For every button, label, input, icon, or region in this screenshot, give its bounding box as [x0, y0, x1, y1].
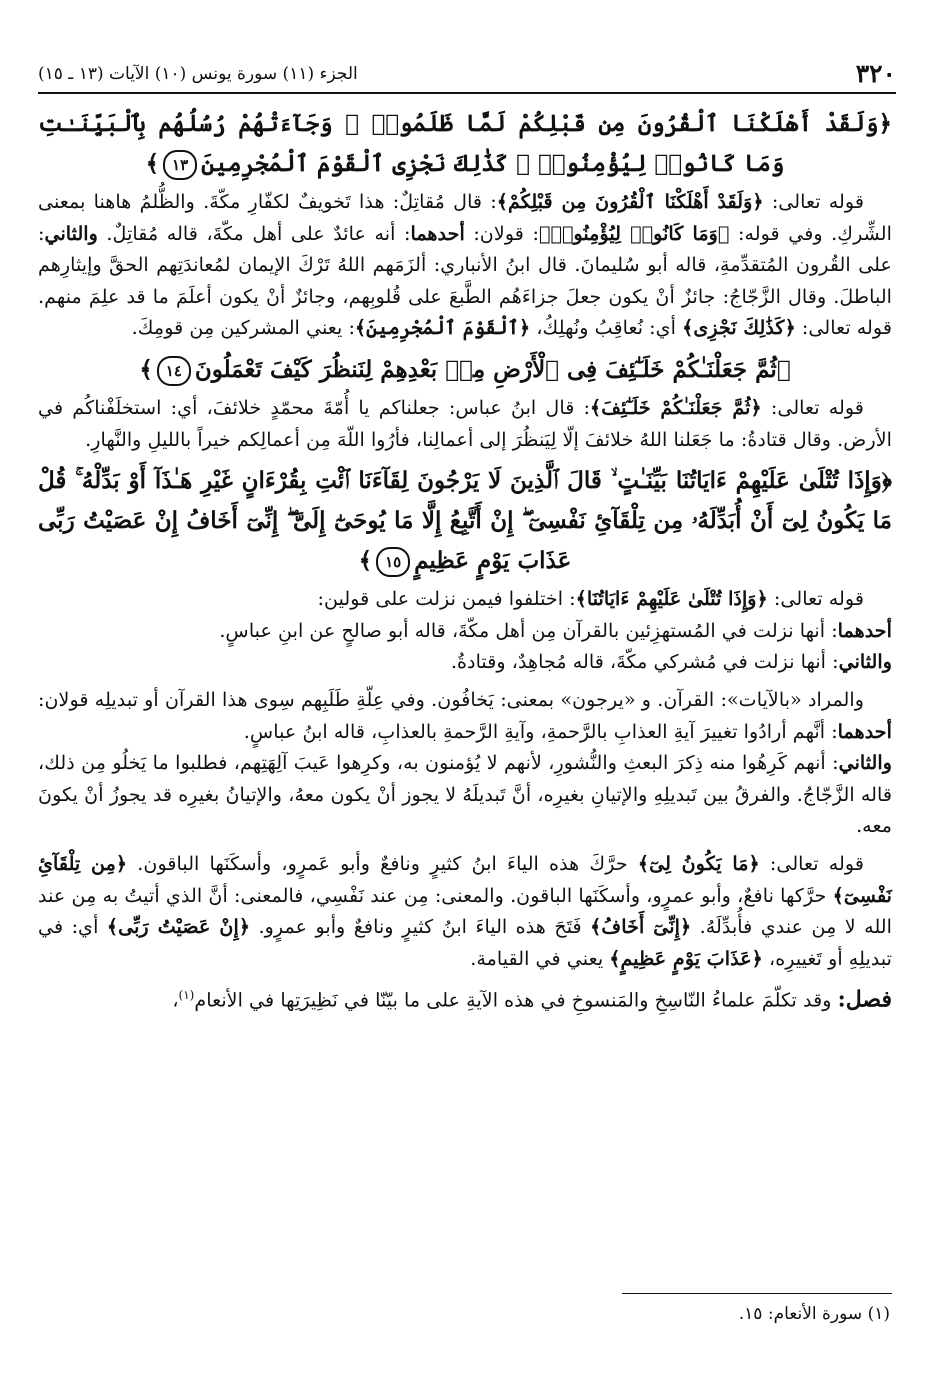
page-number: ٣٢٠ [855, 59, 896, 88]
commentary-text: : يعني المشركين مِن قومِكَ. [131, 316, 355, 340]
commentary-text: : أنه عائدٌ على أهل مكّةَ، قاله مُقاتِلٌ. [97, 221, 411, 245]
verse-13 [38, 104, 892, 184]
fasl-text: وقد تكلّمَ علماءُ النّاسِخِ والمَنسوخِ في هذه الآيةِ على ما بيّنّا في نَظِيرَتِها في الأنعام [194, 988, 838, 1012]
running-head: الجزء (١١) سورة يونس (١٠) الآيات (١٣ ـ ١٥) [38, 64, 358, 84]
commentary-text: : اختلفوا فيمن نزلت على قولين: [317, 587, 576, 611]
verse-15 [38, 461, 892, 581]
commentary-text: قوله تعالى: [759, 851, 864, 875]
verse-13-text: ﴿وَلَقَدْ أَهْلَكْنَا ٱلْقُرُونَ مِن قَبْلِكُمْ لَمَّا ظَلَمُوا۟ ۙ وَجَآءَتْهُمْ رُسُلُهُم بِٱلْبَيِّنَـٰتِ وَمَا كَانُوا۟ لِيُؤْمِنُوا۟ ۚ كَذَٰلِكَ نَجْزِى ٱلْقَوْمَ ٱلْمُجْرِمِينَ [38, 110, 892, 177]
quran-quote: ﴿عَذَابَ يَوْمٍ عَظِيمٍ﴾ [609, 946, 763, 970]
commentary-text: أي: في تبديلِهِ أو تَغييرِه، [38, 915, 892, 970]
commentary-15-meaning-2 [38, 747, 892, 842]
footnote-rule [622, 1293, 892, 1294]
quran-quote: ﴿مِن تِلْقَآئِ نَفْسِىٓ﴾ [38, 851, 892, 907]
verse-14-close: ﴾ [139, 355, 153, 383]
verse-number-13: ١٣ [163, 150, 197, 180]
opinion-label: والثاني [838, 650, 892, 674]
quran-quote: ﴿ثُمَّ جَعَلْنَـٰكُمْ خَلَـٰٓئِفَ﴾ [589, 395, 762, 419]
commentary-text: يعني في القيامة. [470, 946, 610, 970]
commentary-13 [38, 186, 892, 344]
quran-quote: ﴿مَا يَكُونُ لِىٓ﴾ [637, 851, 760, 875]
quran-quote: ﴿كَذَٰلِكَ نَجْزِى﴾ [682, 316, 796, 340]
footnote-marker: (١) [867, 1304, 890, 1324]
commentary-text: : على القُرون المُتقدِّمةِ، قاله أبو سُليمانَ. قال ابنُ الأنباري: ألزَمَهم اللهُ تَرْكَ الإيمان لمُعاندَتِهم الحقَّ وإيثارِهم الباطلَ. وقال الزَّجّاجُ: جائزٌ أنْ يكون جعلَ جزاءَهُم الطَّبعَ على قُلوبِهم، وجائزٌ أنْ يكون أعلَمَ ما قد علِمَ منهم. قوله تعالى: [38, 221, 892, 340]
commentary-15-meaning [38, 684, 892, 747]
quran-quote: ﴿وَإِذَا تُتْلَىٰ عَلَيْهِمْ ءَايَاتُنَا﴾ [575, 587, 768, 611]
commentary-text: : قال مُقاتِلٌ: هذا تَخويفٌ لكفّارِ مكّةَ. والظُّلمُ هاهنا بمعنى الشِّركِ. وفي قوله: [38, 190, 892, 245]
commentary-text: : أنها نزلت في مُشركي مكّةَ، قاله مُجاهِدٌ، وقتادةُ. [450, 650, 839, 674]
verse-15-text: ﴿وَإِذَا تُتْلَىٰ عَلَيْهِمْ ءَايَاتُنَا بَيِّنَـٰتٍ ۙ قَالَ ٱلَّذِينَ لَا يَرْجُونَ لِقَآءَنَا ٱئْتِ بِقُرْءَانٍ غَيْرِ هَـٰذَآ أَوْ بَدِّلْهُ ۚ قُلْ مَا يَكُونُ لِىٓ أَنْ أُبَدِّلَهُۥ مِن تِلْقَآئِ نَفْسِىٓ ۖ إِنْ أَتَّبِعُ إِلَّا مَا يُوحَىٰٓ إِلَىَّ ۖ إِنِّىٓ أَخَافُ إِنْ عَصَيْتُ رَبِّى عَذَابَ يَوْمٍ عَظِيمٍ [38, 467, 892, 575]
commentary-text: فَتَحَ هذه الياءَ ابنُ كثيرٍ ونافعٌ وأبو عمرٍو. [250, 915, 591, 939]
opinion-label: أحدهما [837, 719, 892, 743]
footnote [38, 1300, 890, 1328]
commentary-text: حرَّكها نافعٌ، وأبو عمرٍو، وأسكَنَها الباقون. والمعنى: مِن عند نَفْسِي، فالمعنى: أنَّ الذي أتيتُ به مِن عند الله لا مِن عندي فأُبدِّلَهُ. [38, 883, 892, 939]
commentary-14 [38, 392, 892, 455]
commentary-text: قوله تعالى: [763, 190, 864, 213]
page-body [38, 104, 892, 1016]
commentary-text: : قال ابنُ عباس: جعلناكم يا أُمّةَ محمّدٍ خلائفَ، أي: استخلَفْناكُم في الأرض. وقال قتادةُ: ما جَعَلنا اللهُ خلائفَ إلّا لِيَنظُرَ إلى أعمالِنا، فأرُوا اللّهَ مِن أعمالِكم خيراً بالليلِ والنَّهارِ. [38, 395, 892, 451]
verse-13-close: ﴾ [145, 150, 160, 177]
quran-quote: ﴿وَمَا كَانُوا۟ لِيُؤْمِنُوا۟﴾ [538, 221, 730, 245]
opinion-label: أحدهما [837, 618, 892, 642]
commentary-text: : قولان: [464, 221, 539, 245]
commentary-text: أي: نُعاقِبُ ونُهلِكُ، [530, 316, 683, 340]
verse-number-14: ١٤ [157, 356, 191, 386]
opinion-label: أحدهما [410, 221, 465, 245]
quran-quote: ﴿إِنْ عَصَيْتُ رَبِّى﴾ [106, 915, 251, 939]
verse-number-15: ١٥ [376, 547, 410, 577]
commentary-15-opinion-1 [38, 615, 892, 647]
commentary-15-intro [38, 583, 892, 615]
verse-14-text: ﴿ثُمَّ جَعَلْنَـٰكُمْ خَلَـٰٓئِفَ فِى ٱلْأَرْضِ مِنۢ بَعْدِهِمْ لِنَنظُرَ كَيْفَ تَعْمَلُونَ [194, 355, 791, 383]
footnote-reference: (١) [178, 988, 195, 1003]
page-header [38, 48, 896, 88]
commentary-text: : أنهم كَرِهُوا منه ذِكرَ البعثِ والنُّشورِ، لأنهم لا يُؤمنون به، وكرِهوا عَيبَ آلِهَتِهم، فطلبوا ما يَخلُو مِن ذلك، قاله الزَّجّاجُ. والفرقُ بين تَبديلِهِ والإتيانِ بغيرِه، أنَّ تَبديلَهُ لا يجوز أنْ يكون معهُ، والإتيانُ بغيرِه قد يجوزُ أنْ يكونَ معه. [38, 751, 892, 838]
header-rule [38, 92, 896, 94]
quran-quote: ﴿وَلَقَدْ أَهْلَكْنَا ٱلْقُرُونَ مِن قَبْلِكُمْ﴾ [496, 190, 764, 213]
fasl-label: فصل: [837, 986, 892, 1013]
verse-14 [38, 350, 892, 390]
quran-quote: ﴿ٱلْقَوْمَ ٱلْمُجْرِمِينَ﴾ [354, 316, 531, 340]
fasl-end: ، [172, 988, 179, 1012]
fasl-section [38, 980, 892, 1016]
opinion-label: والثاني [44, 221, 98, 245]
quran-quote: ﴿إِنِّىٓ أَخَافُ﴾ [590, 915, 692, 939]
commentary-text: قوله تعالى: [761, 395, 864, 419]
opinion-label: والثاني [838, 751, 892, 775]
commentary-text: حرَّكَ هذه الياءَ ابنُ كثيرٍ ونافعٌ وأبو عَمرٍو، وأسكَنَها الباقون. [127, 851, 638, 875]
commentary-text: : أنها نزلت في المُستهزِئين بالقرآن مِن أهل مكّةَ، قاله أبو صالحٍ عن ابنِ عباسٍ. [219, 618, 838, 642]
verse-15-close: ﴾ [358, 547, 373, 575]
commentary-15-readings [38, 848, 892, 974]
commentary-15-opinion-2 [38, 646, 892, 678]
commentary-text: والمراد «بالآيات»: القرآن. و «يرجون» بمعنى: يَخافُون. وفي عِلّةِ طَلَبِهم سِوى هذا القرآن أو تبديلِه قولان: [38, 687, 864, 711]
footnote-text: سورة الأنعام: ١٥. [738, 1304, 863, 1324]
commentary-text: قوله تعالى: [767, 587, 864, 611]
commentary-text: : أنَّهم أرادُوا تغييرَ آيةِ العذابِ بالرَّحمةِ، وآيةِ الرَّحمةِ بالعذابِ، قاله ابنُ عباسٍ. [243, 719, 838, 743]
